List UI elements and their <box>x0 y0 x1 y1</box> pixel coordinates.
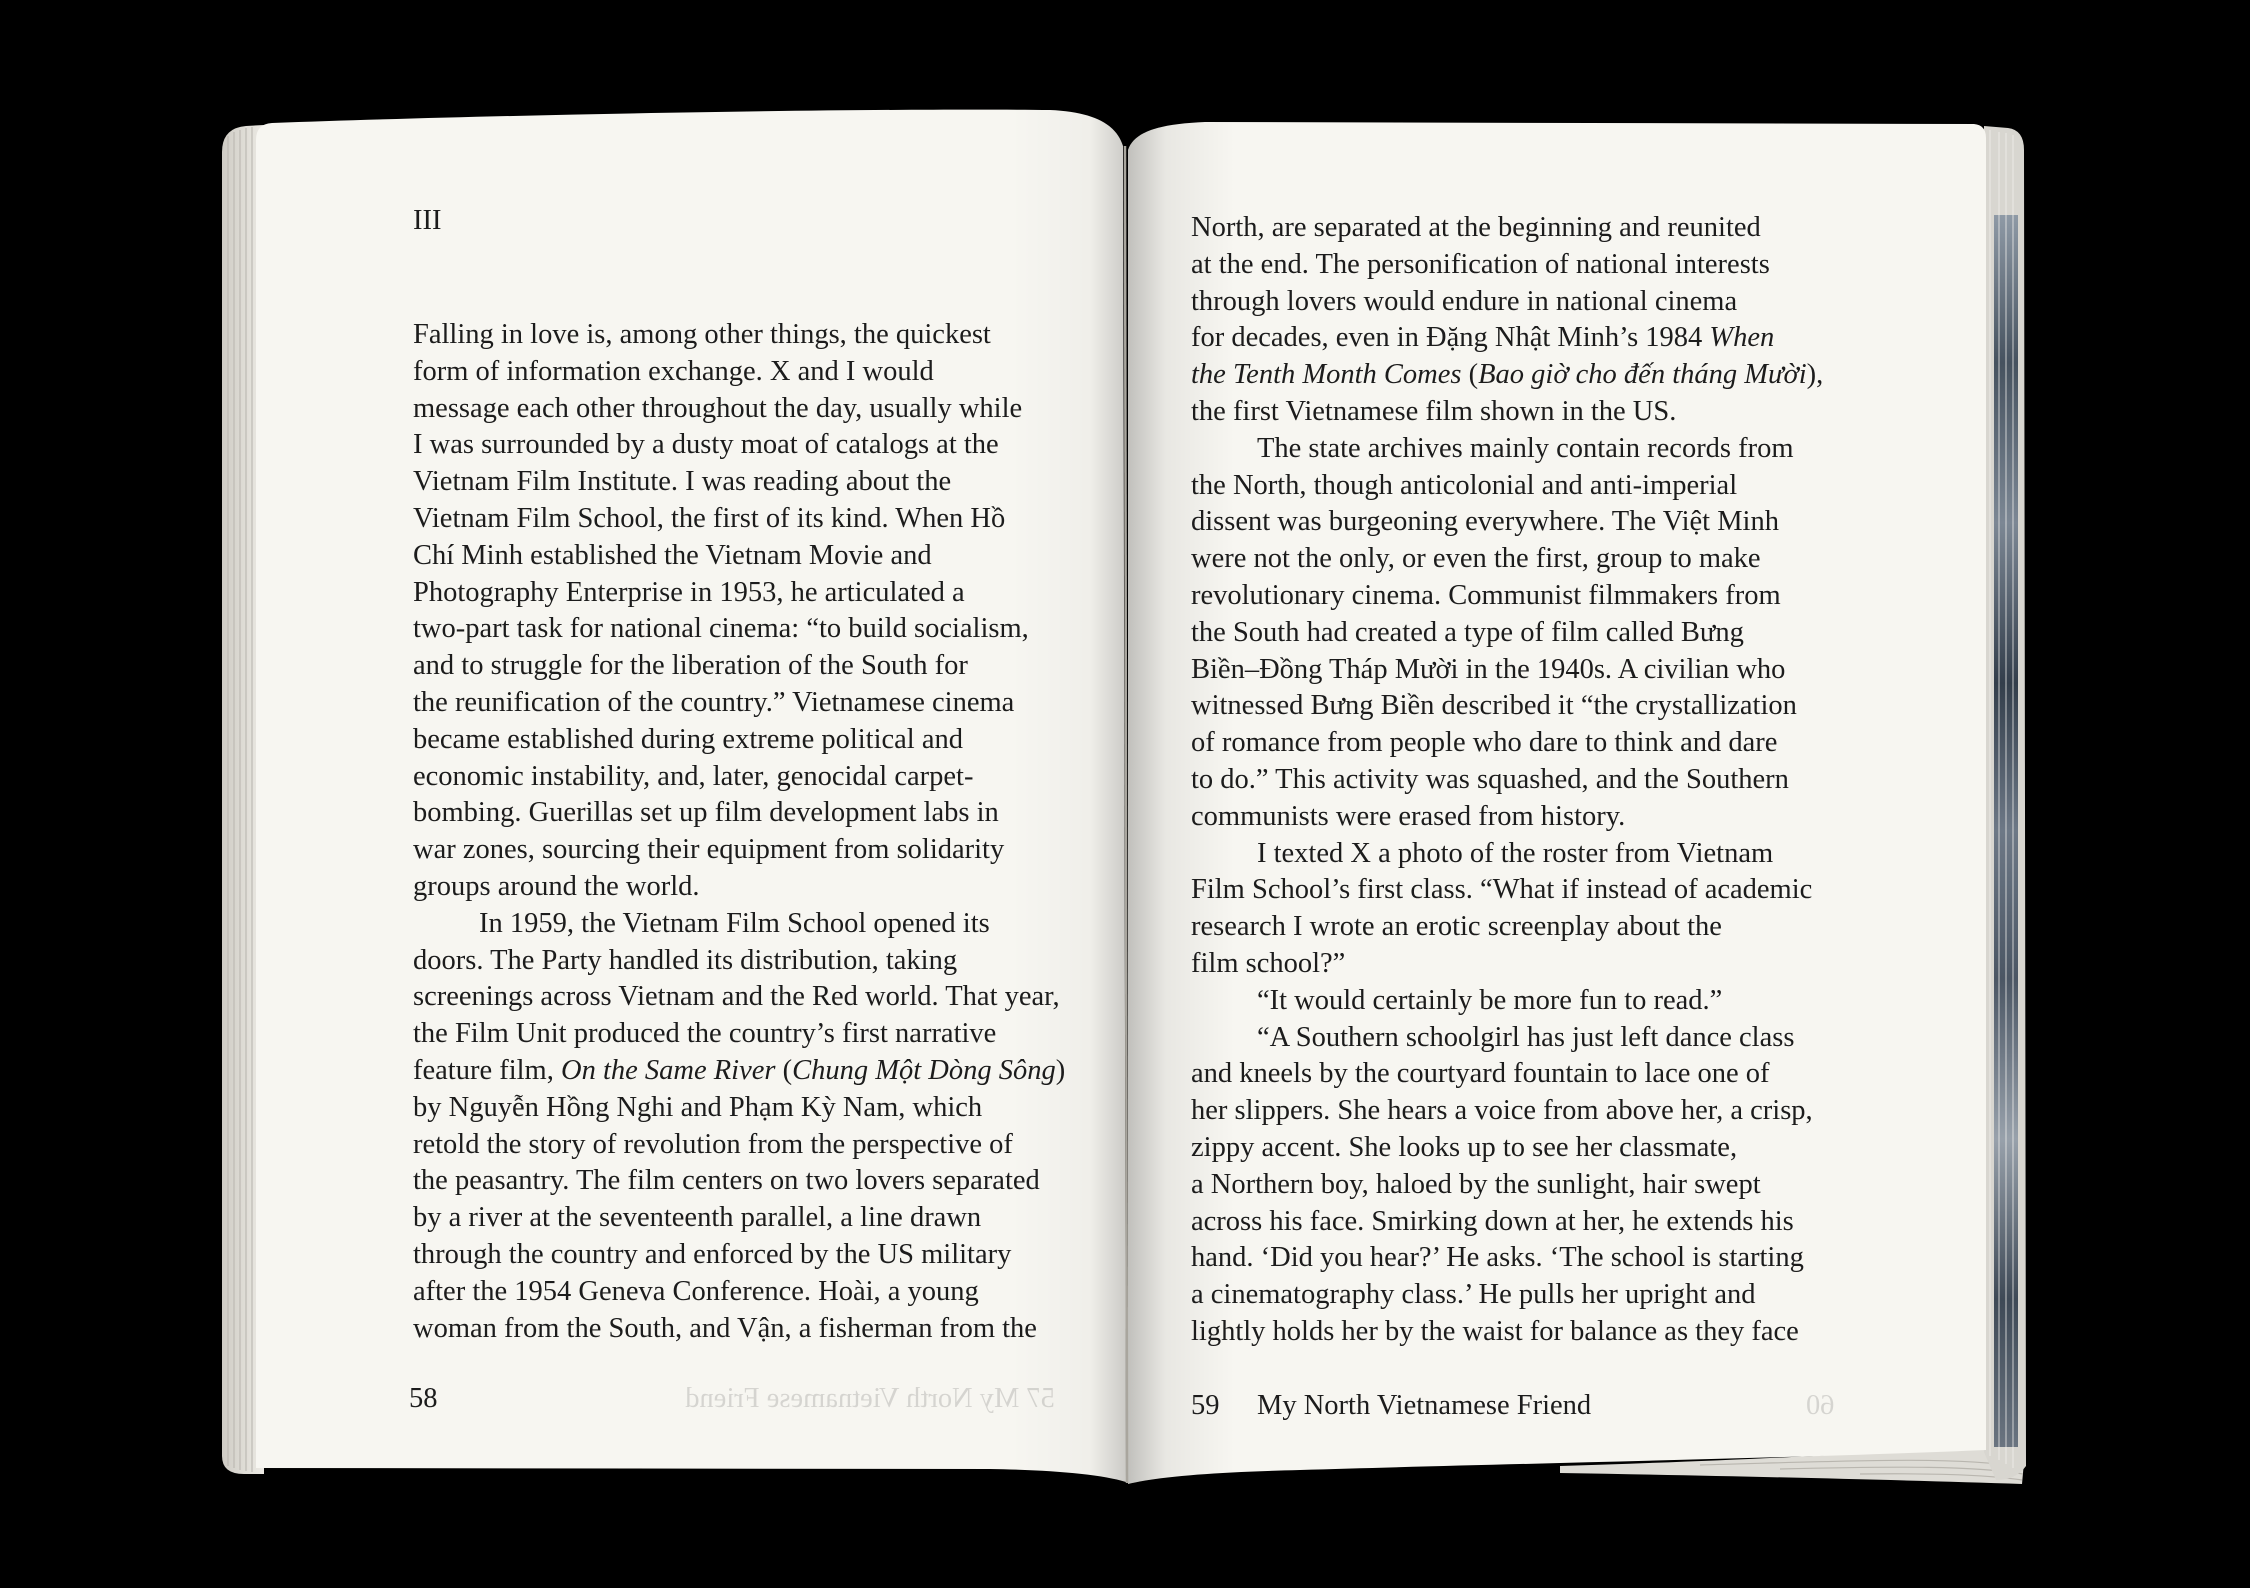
body-text: to do.” This activity was squashed, and the Southern <box>1191 763 1789 795</box>
body-text: retold the story of revolution from the perspective of <box>413 1128 1013 1160</box>
body-text: film school?” <box>1191 947 1346 979</box>
body-text: dissent was burgeoning everywhere. The Việt Minh <box>1191 506 1779 538</box>
body-text: Falling in love is, among other things, the quickest <box>413 319 991 350</box>
body-text: North, are separated at the beginning and reunited <box>1191 212 1761 243</box>
body-text: bombing. Guerillas set up film development labs in <box>413 797 999 829</box>
text-line <box>413 869 1065 906</box>
body-text: I texted X a photo of the roster from Vietnam <box>1257 837 1774 869</box>
body-text: “It would certainly be more fun to read.” <box>1257 984 1723 1016</box>
body-text: two-part task for national cinema: “to build socialism, <box>413 613 1029 645</box>
body-text: Vietnam Film School, the first of its kind. When Hồ <box>413 502 1006 534</box>
text-line <box>413 906 1065 943</box>
text-line <box>1191 394 1823 431</box>
text-line <box>1191 652 1823 689</box>
text-line <box>413 1274 1065 1311</box>
italic-title-text: On the Same River <box>560 1054 776 1086</box>
text-line <box>413 1311 1065 1348</box>
text-line <box>413 391 1065 428</box>
text-line <box>1191 578 1823 615</box>
text-line <box>413 1090 1065 1127</box>
text-line <box>1191 1277 1823 1314</box>
body-text: a cinematography class.’ He pulls her upright and <box>1191 1279 1756 1311</box>
text-line <box>413 575 1065 612</box>
text-line <box>413 648 1065 685</box>
text-line <box>1191 541 1823 578</box>
text-line <box>413 1163 1065 1200</box>
body-text: screenings across Vietnam and the Red world. That year, <box>413 981 1060 1013</box>
text-line <box>413 1053 1065 1090</box>
left-page-body <box>413 317 1065 1347</box>
text-line <box>413 979 1065 1016</box>
text-line <box>1191 799 1823 836</box>
text-line <box>1191 836 1823 873</box>
text-line <box>413 722 1065 759</box>
text-line <box>1191 1240 1823 1277</box>
text-line <box>413 611 1065 648</box>
text-line <box>413 1237 1065 1274</box>
text-line <box>1191 946 1823 983</box>
text-line <box>1191 1093 1823 1130</box>
text-line <box>1191 688 1823 725</box>
text-line <box>1191 1020 1823 1057</box>
text-line <box>413 538 1065 575</box>
text-line <box>1191 1314 1823 1351</box>
text-line <box>1191 1204 1823 1241</box>
section-heading: III <box>413 205 442 236</box>
text-line <box>1191 357 1823 394</box>
body-text: war zones, sourcing their equipment from solidarity <box>413 834 1005 866</box>
body-text: the reunification of the country.” Vietnamese cinema <box>413 686 1015 718</box>
body-text: Chí Minh established the Vietnam Movie and <box>413 539 932 571</box>
right-page-body <box>1191 210 1823 1351</box>
body-text: witnessed Bưng Biền described it “the crystallization <box>1191 690 1797 722</box>
body-text: feature film, <box>413 1054 561 1086</box>
body-text: I was surrounded by a dusty moat of catalogs at the <box>413 429 999 461</box>
text-line <box>1191 1056 1823 1093</box>
body-text: at the end. The personification of national interests <box>1191 248 1770 280</box>
body-text: by Nguyễn Hồng Nghi and Phạm Kỳ Nam, which <box>413 1091 983 1123</box>
body-text: a Northern boy, haloed by the sunlight, hair swept <box>1191 1168 1761 1200</box>
text-line <box>413 1200 1065 1237</box>
text-line <box>413 501 1065 538</box>
running-title: My North Vietnamese Friend <box>1257 1390 1592 1421</box>
body-text: and to struggle for the liberation of the South for <box>413 650 968 682</box>
body-text: the peasantry. The film centers on two lovers separated <box>413 1165 1040 1197</box>
body-text: “A Southern schoolgirl has just left dance class <box>1257 1021 1795 1053</box>
body-text: the South had created a type of film called Bưng <box>1191 616 1744 648</box>
body-text: for decades, even in Đặng Nhật Minh’s 1984 <box>1191 322 1710 354</box>
text-line <box>1191 1167 1823 1204</box>
italic-title-text: Bao giờ cho đến tháng Mười <box>1478 359 1807 391</box>
body-text: by a river at the seventeenth parallel, a line drawn <box>413 1202 982 1234</box>
text-line <box>413 943 1065 980</box>
text-line <box>413 317 1065 354</box>
text-line <box>413 685 1065 722</box>
italic-title-text: When <box>1709 322 1775 354</box>
text-line <box>1191 615 1823 652</box>
body-text: Vietnam Film Institute. I was reading about the <box>413 466 952 498</box>
text-line <box>413 464 1065 501</box>
text-line <box>413 795 1065 832</box>
text-line <box>413 1016 1065 1053</box>
body-text: hand. ‘Did you hear?’ He asks. ‘The school is starting <box>1191 1242 1804 1274</box>
body-text: became established during extreme political and <box>413 723 964 755</box>
text-line <box>413 1127 1065 1164</box>
body-text: ( <box>1461 359 1479 391</box>
text-line <box>1191 431 1823 468</box>
body-text: of romance from people who dare to think and dare <box>1191 727 1778 759</box>
body-text: zippy accent. She looks up to see her classmate, <box>1191 1131 1738 1163</box>
text-line <box>1191 247 1823 284</box>
text-line <box>1191 284 1823 321</box>
text-line <box>1191 320 1823 357</box>
page-number-right: 59 <box>1191 1390 1220 1421</box>
text-line <box>1191 468 1823 505</box>
text-line <box>1191 872 1823 909</box>
body-text: through the country and enforced by the US military <box>413 1238 1012 1270</box>
body-text: through lovers would endure in national cinema <box>1191 285 1738 317</box>
body-text: communists were erased from history. <box>1191 800 1626 832</box>
text-line <box>1191 909 1823 946</box>
text-line <box>1191 762 1823 799</box>
page-number-left: 58 <box>409 1383 438 1414</box>
text-line <box>413 354 1065 391</box>
text-line <box>413 427 1065 464</box>
body-text: Film School’s first class. “What if instead of academic <box>1191 874 1813 906</box>
body-text: revolutionary cinema. Communist filmmakers from <box>1191 579 1781 611</box>
italic-title-text: Chung Một Dòng Sông <box>792 1054 1056 1086</box>
body-text: the North, though anticolonial and anti-imperial <box>1191 469 1738 501</box>
text-line <box>413 832 1065 869</box>
body-text: the Film Unit produced the country’s first narrative <box>413 1018 997 1050</box>
text-line <box>1191 1130 1823 1167</box>
text-line <box>1191 210 1823 247</box>
body-text: ), <box>1806 359 1824 391</box>
text-line <box>1191 983 1823 1020</box>
text-line <box>413 759 1065 796</box>
bleed-through-page-number: 60 <box>1806 1390 1835 1421</box>
body-text: Photography Enterprise in 1953, he articulated a <box>413 576 965 608</box>
body-text: the first Vietnamese film shown in the US. <box>1191 395 1677 427</box>
body-text: lightly holds her by the waist for balance as they face <box>1191 1315 1799 1347</box>
body-text: ( <box>775 1054 793 1086</box>
body-text: after the 1954 Geneva Conference. Hoài, a young <box>413 1275 979 1307</box>
body-text: woman from the South, and Vận, a fisherman from the <box>413 1312 1037 1344</box>
body-text: were not the only, or even the first, group to make <box>1191 543 1761 575</box>
body-text: economic instability, and, later, genocidal carpet- <box>413 760 974 792</box>
text-line <box>1191 725 1823 762</box>
body-text: doors. The Party handled its distribution, taking <box>413 944 958 976</box>
bleed-through-footer: 57 My North Vietnamese Friend <box>685 1383 1055 1414</box>
body-text: and kneels by the courtyard fountain to lace one of <box>1191 1058 1770 1090</box>
italic-title-text: the Tenth Month Comes <box>1191 359 1462 391</box>
body-text: Biền–Đồng Tháp Mười in the 1940s. A civilian who <box>1191 653 1786 685</box>
body-text: research I wrote an erotic screenplay about the <box>1191 911 1722 943</box>
text-line <box>1191 504 1823 541</box>
body-text: form of information exchange. X and I would <box>413 355 934 387</box>
body-text: her slippers. She hears a voice from above her, a crisp, <box>1191 1095 1813 1127</box>
body-text: In 1959, the Vietnam Film School opened its <box>479 907 990 939</box>
body-text: message each other throughout the day, usually while <box>413 392 1023 424</box>
body-text: ) <box>1055 1054 1066 1086</box>
body-text: groups around the world. <box>413 870 700 902</box>
body-text: across his face. Smirking down at her, he extends his <box>1191 1205 1794 1237</box>
body-text: The state archives mainly contain records from <box>1257 432 1794 464</box>
